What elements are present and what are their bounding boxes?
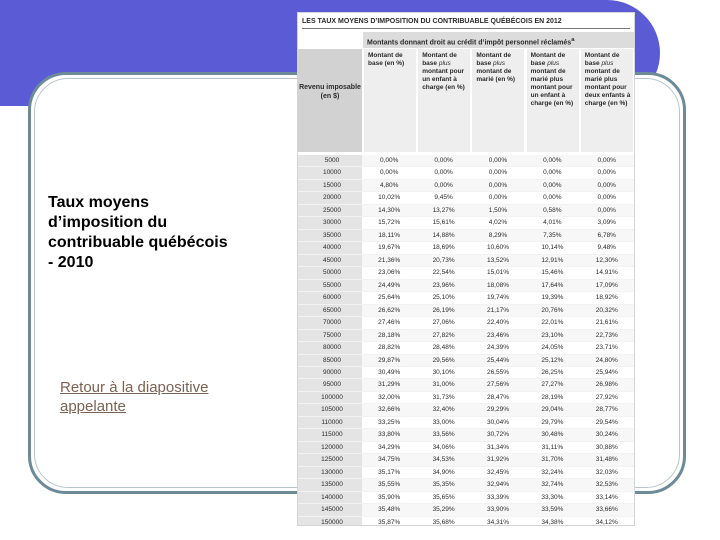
rate-cell: 35,48% (378, 506, 401, 514)
rate-cell: 0,00% (379, 169, 399, 177)
rate-cell: 22,40% (486, 319, 509, 327)
revenu-cell: 35000 (298, 230, 362, 241)
table-row (298, 392, 634, 404)
table-row (298, 355, 634, 367)
rate-cell: 33,66% (595, 506, 618, 514)
rate-cell: 12,30% (595, 256, 618, 264)
rate-cell: 0,00% (488, 194, 508, 202)
rate-cell: 31,73% (432, 393, 455, 401)
rate-cell: 27,92% (595, 393, 618, 401)
column-header-2 (418, 49, 470, 152)
rate-cell: 29,04% (541, 406, 564, 414)
rate-cell: 18,69% (432, 244, 455, 252)
rate-cell: 30,49% (378, 368, 401, 376)
rate-cell: 28,77% (595, 406, 618, 414)
rate-cell: 24,49% (378, 281, 401, 289)
rate-cell: 22,73% (595, 331, 618, 339)
rate-cell: 7,35% (543, 231, 562, 239)
rate-cell: 18,92% (595, 294, 618, 302)
rate-cell: 9,45% (434, 194, 453, 202)
rate-cell: 0,00% (597, 169, 616, 177)
table-group-header (363, 32, 634, 48)
rate-cell: 13,27% (432, 206, 455, 214)
column-header-base: Montant de base (584, 52, 620, 67)
rate-cell: 4,02% (488, 219, 508, 227)
column-header-base: Montant de base (368, 52, 403, 67)
rate-cell: 33,90% (486, 506, 509, 514)
rate-cell: 4,01% (543, 219, 562, 227)
rate-cell: 34,06% (432, 443, 455, 451)
rate-cell: 31,92% (486, 456, 509, 464)
rate-cell: 23,46% (486, 331, 509, 339)
rate-cell: 35,87% (378, 518, 401, 526)
table-title: LES TAUX MOYENS D’IMPOSITION DU CONTRIBUABLE QUÉBÉCOIS EN 2012 (302, 15, 630, 29)
column-header-3 (472, 49, 524, 152)
rate-cell: 14,88% (432, 231, 455, 239)
column-header-detail: montant de marié (en %) (476, 68, 516, 83)
rate-cell: 32,00% (378, 393, 401, 401)
rate-cell: 30,10% (432, 368, 455, 376)
rate-cell: 27,06% (432, 319, 455, 327)
rate-cell: 0,00% (597, 157, 616, 164)
column-header-plus: plus (547, 60, 560, 67)
rate-cell: 34,12% (595, 518, 618, 526)
column-header-1 (364, 49, 416, 152)
revenu-cell: 65000 (298, 305, 362, 316)
rate-cell: 35,35% (432, 481, 455, 489)
table-body (298, 155, 634, 526)
rate-cell: 35,68% (432, 518, 455, 526)
group-header-text: Montants donnant droit au crédit d’impôt personnel réclamés (367, 39, 572, 47)
rate-cell: 30,24% (595, 431, 618, 439)
rate-cell: 23,10% (541, 331, 564, 339)
revenu-cell: 95000 (298, 379, 362, 390)
rate-cell: 17,64% (541, 281, 564, 289)
rate-cell: 32,66% (378, 406, 401, 414)
revenu-cell: 70000 (298, 317, 362, 328)
revenu-cell: 5000 (298, 155, 362, 166)
table-row (298, 267, 634, 279)
rate-cell: 32,74% (541, 481, 564, 489)
back-to-calling-slide-link[interactable]: Retour à la diapositive appelante (60, 379, 209, 415)
revenu-cell: 75000 (298, 330, 362, 341)
rate-cell: 26,62% (378, 306, 401, 314)
rate-cell: 17,09% (595, 281, 618, 289)
rate-cell: 34,53% (432, 456, 455, 464)
revenu-cell: 45000 (298, 255, 362, 266)
rate-cell: 26,19% (432, 306, 455, 314)
revenu-cell: 60000 (298, 292, 362, 303)
rate-cell: 12,91% (541, 256, 564, 264)
rate-cell: 32,45% (486, 468, 509, 476)
column-header-5 (581, 49, 633, 152)
revenu-column-header: Revenu imposable (en $) (298, 49, 362, 152)
rate-cell: 21,17% (486, 306, 509, 314)
rate-cell: 33,80% (378, 431, 401, 439)
revenu-cell: 105000 (298, 404, 362, 415)
table-row (298, 317, 634, 329)
column-header-detail: (en %) (384, 60, 405, 67)
rate-cell: 35,29% (432, 506, 455, 514)
table-row (298, 305, 634, 317)
table-row (298, 429, 634, 441)
rate-cell: 34,90% (432, 468, 455, 476)
table-row (298, 367, 634, 379)
rate-cell: 29,79% (541, 418, 564, 426)
revenu-cell: 145000 (298, 504, 362, 515)
footnote-marker: a (571, 37, 575, 43)
rate-cell: 34,38% (541, 518, 564, 526)
rate-cell: 33,14% (595, 493, 618, 501)
revenu-cell: 125000 (298, 454, 362, 465)
table-row (298, 379, 634, 391)
table-row (298, 417, 634, 429)
rate-cell: 20,32% (595, 306, 618, 314)
rate-cell: 27,46% (378, 319, 401, 327)
table-row (298, 492, 634, 504)
rate-cell: 9,48% (597, 244, 616, 252)
rate-cell: 30,04% (486, 418, 509, 426)
table-row (298, 155, 634, 167)
rate-cell: 34,75% (378, 456, 401, 464)
column-header-base: Montant de base (530, 52, 566, 67)
rate-cell: 29,87% (378, 356, 401, 364)
rate-cell: 0,58% (543, 206, 562, 214)
rate-cell: 24,39% (486, 344, 509, 352)
revenu-cell: 85000 (298, 355, 362, 366)
revenu-cell: 30000 (298, 217, 362, 228)
rate-cell: 31,29% (378, 381, 401, 389)
rate-cell: 29,29% (486, 406, 509, 414)
revenu-cell: 135000 (298, 479, 362, 490)
revenu-cell: 115000 (298, 429, 362, 440)
rate-cell: 0,00% (488, 181, 508, 189)
rate-cell: 15,46% (541, 269, 564, 277)
revenu-cell: 100000 (298, 392, 362, 403)
rate-cell: 10,14% (541, 244, 564, 252)
column-header-plus: plus (601, 60, 614, 67)
rate-cell: 0,00% (597, 181, 616, 189)
rate-cell: 30,72% (486, 431, 509, 439)
rate-cell: 33,00% (432, 418, 455, 426)
rate-cell: 19,67% (378, 244, 401, 252)
table-row (298, 280, 634, 292)
rate-cell: 0,00% (488, 157, 508, 164)
rate-cell: 23,06% (378, 269, 401, 277)
rate-cell: 28,18% (378, 331, 401, 339)
rate-cell: 10,60% (486, 244, 509, 252)
table-row (298, 205, 634, 217)
rate-cell: 14,91% (595, 269, 618, 277)
column-header-plus: plus (438, 60, 451, 67)
slide-title: Taux moyens d’imposition du contribuable québécois - 2010 (48, 194, 228, 271)
rate-cell: 21,61% (595, 319, 618, 327)
table-row (298, 192, 634, 204)
rate-cell: 23,96% (432, 281, 455, 289)
rate-cell: 21,36% (378, 256, 401, 264)
rate-cell: 30,88% (595, 443, 618, 451)
table-row (298, 454, 634, 466)
revenu-cell: 55000 (298, 280, 362, 291)
table-row (298, 479, 634, 491)
rate-cell: 35,55% (378, 481, 401, 489)
rate-cell: 4,80% (379, 181, 399, 189)
rate-cell: 31,00% (432, 381, 455, 389)
rate-cell: 31,48% (595, 456, 618, 464)
rate-cell: 0,00% (543, 194, 562, 202)
table-row (298, 404, 634, 416)
rate-cell: 0,00% (597, 206, 616, 214)
table-row (298, 504, 634, 516)
rate-cell: 24,80% (595, 356, 618, 364)
table-row (298, 442, 634, 454)
revenu-cell: 25000 (298, 205, 362, 216)
rate-cell: 33,25% (378, 418, 401, 426)
table-row (298, 467, 634, 479)
rate-cell: 27,82% (432, 331, 455, 339)
rate-cell: 20,73% (432, 256, 455, 264)
rate-cell: 30,48% (541, 431, 564, 439)
revenu-cell: 20000 (298, 192, 362, 203)
rate-cell: 26,55% (486, 368, 509, 376)
rate-cell: 25,64% (378, 294, 401, 302)
rate-cell: 0,00% (543, 181, 562, 189)
rate-cell: 25,94% (595, 368, 618, 376)
column-header-base: Montant de base (476, 52, 512, 67)
revenu-cell: 10000 (298, 167, 362, 178)
column-header-4 (527, 49, 579, 152)
rate-cell: 14,30% (378, 206, 401, 214)
rate-cell: 10,02% (378, 194, 401, 202)
rate-cell: 32,03% (595, 468, 618, 476)
table-row (298, 167, 634, 179)
rate-cell: 29,56% (432, 356, 455, 364)
rate-cell: 28,47% (486, 393, 509, 401)
rate-cell: 25,10% (432, 294, 455, 302)
table-row (298, 230, 634, 242)
rate-cell: 19,39% (541, 294, 564, 302)
rate-cell: 32,24% (541, 468, 564, 476)
revenu-cell: 80000 (298, 342, 362, 353)
table-row (298, 180, 634, 192)
rate-cell: 31,11% (541, 443, 564, 451)
rate-cell: 26,25% (541, 368, 564, 376)
rate-cell: 0,00% (597, 194, 616, 202)
rate-cell: 28,48% (432, 344, 455, 352)
column-header-detail: montant de marié plus montant pour deux enfants à charge (en %) (584, 68, 631, 107)
column-header-detail: montant de marié plus montant pour un enfant à charge (en %) (530, 68, 574, 107)
revenu-cell: 120000 (298, 442, 362, 453)
revenu-cell: 130000 (298, 467, 362, 478)
revenu-cell: 40000 (298, 242, 362, 253)
table-row (298, 242, 634, 254)
rate-cell: 8,29% (488, 231, 508, 239)
rate-cell: 15,61% (432, 219, 455, 227)
rate-cell: 23,71% (595, 344, 618, 352)
rate-cell: 33,56% (432, 431, 455, 439)
rate-cell: 35,65% (432, 493, 455, 501)
revenu-cell: 110000 (298, 417, 362, 428)
rate-cell: 28,19% (541, 393, 564, 401)
revenu-cell: 90000 (298, 367, 362, 378)
rate-cell: 28,82% (378, 344, 401, 352)
rate-cell: 1,50% (488, 206, 508, 214)
rate-cell: 0,00% (488, 169, 508, 177)
rate-cell: 32,40% (432, 406, 455, 414)
rate-cell: 26,98% (595, 381, 618, 389)
rate-cell: 33,30% (541, 493, 564, 501)
table-row (298, 292, 634, 304)
rate-cell: 27,56% (486, 381, 509, 389)
rate-cell: 32,94% (486, 481, 509, 489)
tax-rate-table (297, 12, 635, 526)
column-header-base: Montant de base (422, 52, 457, 67)
rate-cell: 22,01% (541, 319, 564, 327)
rate-cell: 0,00% (379, 157, 399, 164)
rate-cell: 34,29% (378, 443, 401, 451)
rate-cell: 18,11% (378, 231, 400, 239)
rate-cell: 3,09% (597, 219, 616, 227)
rate-cell: 15,01% (486, 269, 509, 277)
rate-cell: 25,12% (541, 356, 564, 364)
rate-cell: 35,17% (378, 468, 401, 476)
revenu-cell: 15000 (298, 180, 362, 191)
column-header-detail: montant pour un enfant à charge (en %) (422, 68, 465, 91)
rate-cell: 31,70% (541, 456, 564, 464)
rate-cell: 15,72% (378, 219, 401, 227)
table-row (298, 517, 634, 526)
rate-cell: 35,90% (378, 493, 401, 501)
table-row (298, 255, 634, 267)
rate-cell: 18,08% (486, 281, 509, 289)
revenu-cell: 150000 (298, 517, 362, 526)
table-row (298, 342, 634, 354)
table-row (298, 217, 634, 229)
rate-cell: 6,78% (597, 231, 616, 239)
rate-cell: 31,34% (486, 443, 509, 451)
rate-cell: 25,44% (486, 356, 509, 364)
rate-cell: 34,31% (486, 518, 509, 526)
column-header-plus: plus (493, 60, 505, 67)
rate-cell: 24,05% (541, 344, 564, 352)
rate-cell: 13,52% (486, 256, 509, 264)
rate-cell: 0,00% (434, 181, 453, 189)
revenu-cell: 50000 (298, 267, 362, 278)
rate-cell: 29,54% (595, 418, 618, 426)
rate-cell: 33,59% (541, 506, 564, 514)
rate-cell: 27,27% (541, 381, 564, 389)
rate-cell: 0,00% (543, 169, 562, 177)
rate-cell: 22,54% (432, 269, 455, 277)
rate-cell: 33,39% (486, 493, 509, 501)
rate-cell: 19,74% (486, 294, 509, 302)
rate-cell: 0,00% (434, 157, 453, 164)
rate-cell: 32,53% (595, 481, 618, 489)
revenu-cell: 140000 (298, 492, 362, 503)
rate-cell: 0,00% (434, 169, 453, 177)
rate-cell: 0,00% (543, 157, 562, 164)
rate-cell: 20,76% (541, 306, 564, 314)
table-row (298, 330, 634, 342)
